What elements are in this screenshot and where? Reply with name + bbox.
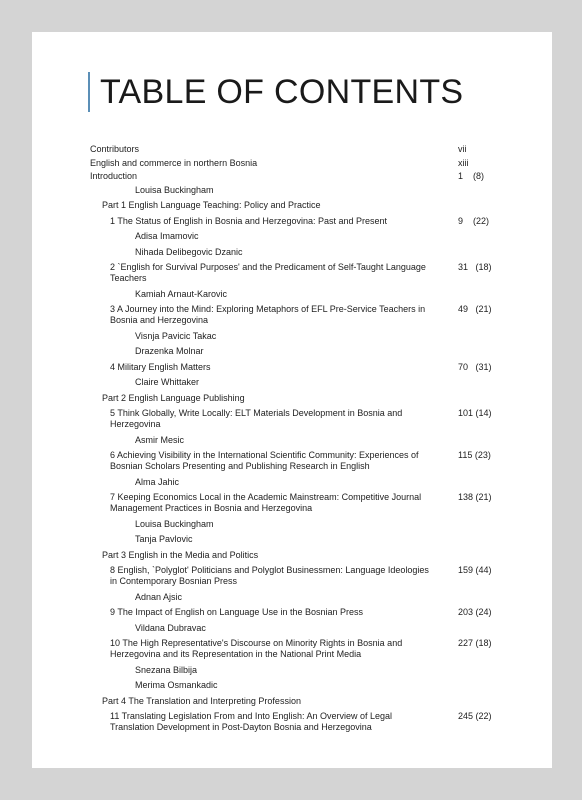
toc-entry bbox=[90, 711, 500, 733]
toc-entry bbox=[90, 450, 500, 472]
toc-entry-title: Kamiah Arnaut-Karovic bbox=[135, 288, 228, 299]
toc-part-heading bbox=[90, 393, 500, 404]
table-of-contents bbox=[90, 144, 500, 738]
toc-page-number: vii bbox=[458, 144, 467, 154]
toc-entry bbox=[90, 304, 500, 326]
toc-entry bbox=[90, 158, 500, 169]
toc-entry bbox=[90, 144, 500, 155]
toc-page-number: 115 (23) bbox=[458, 450, 491, 460]
toc-entry-title: Part 4 The Translation and Interpreting Profession bbox=[102, 695, 301, 706]
toc-entry-title: 4 Military English Matters bbox=[110, 361, 211, 372]
toc-entry-title: Louisa Buckingham bbox=[135, 518, 214, 529]
toc-author bbox=[90, 185, 500, 196]
toc-entry bbox=[90, 408, 500, 430]
toc-page-number: 31 (18) bbox=[458, 262, 492, 272]
toc-entry-title: Visnja Pavicic Takac bbox=[135, 330, 217, 341]
toc-page-number: 159 (44) bbox=[458, 565, 492, 575]
toc-page-number: 245 (22) bbox=[458, 711, 492, 721]
toc-page-number: 101 (14) bbox=[458, 408, 492, 418]
toc-part-heading bbox=[90, 200, 500, 211]
toc-entry-title: 3 A Journey into the Mind: Exploring Metaphors of EFL Pre-Service Teachers in Bosnia and Herzegovina bbox=[110, 304, 426, 325]
document-page bbox=[32, 32, 552, 768]
toc-page-number: 49 (21) bbox=[458, 304, 492, 314]
toc-entry-title: 11 Translating Legislation From and Into English: An Overview of Legal Translation Development in Post-Dayton Bosnia and Herzegovina bbox=[110, 711, 392, 732]
toc-page-number: 9 (22) bbox=[458, 215, 490, 226]
toc-entry bbox=[90, 638, 500, 660]
toc-entry-title: Merima Osmankadic bbox=[135, 680, 218, 690]
page-title: TABLE OF CONTENTS bbox=[100, 73, 464, 111]
toc-entry-title: Claire Whittaker bbox=[135, 377, 200, 387]
toc-entry-title: Drazenka Molnar bbox=[135, 346, 204, 356]
toc-author bbox=[90, 519, 500, 530]
toc-author bbox=[90, 534, 500, 545]
toc-entry-title: 10 The High Representative's Discourse on Minority Rights in Bosnia and Herzegovina and its Representation in the National Print Media bbox=[110, 638, 403, 659]
toc-entry bbox=[90, 607, 500, 618]
toc-author bbox=[90, 665, 500, 676]
toc-entry bbox=[90, 216, 500, 227]
toc-author bbox=[90, 592, 500, 603]
toc-entry-title: Vildana Dubravac bbox=[135, 622, 206, 633]
toc-entry-title: Part 2 English Language Publishing bbox=[102, 392, 245, 403]
toc-author bbox=[90, 231, 500, 242]
toc-entry-title: 9 The Impact of English on Language Use in the Bosnian Press bbox=[110, 607, 363, 617]
toc-author bbox=[90, 377, 500, 388]
toc-entry-title: 2 `English for Survival Purposes' and the Predicament of Self-Taught Language Teachers bbox=[110, 262, 426, 283]
toc-page-number: 203 (24) bbox=[458, 607, 492, 617]
toc-entry-title: Part 1 English Language Teaching: Policy and Practice bbox=[102, 200, 321, 210]
toc-entry bbox=[90, 362, 500, 373]
toc-entry-title: 5 Think Globally, Write Locally: ELT Materials Development in Bosnia and Herzegovina bbox=[110, 408, 403, 429]
toc-author bbox=[90, 247, 500, 258]
toc-entry bbox=[90, 492, 500, 514]
toc-entry-title: Introduction bbox=[90, 171, 138, 181]
toc-author bbox=[90, 680, 500, 691]
toc-author bbox=[90, 623, 500, 634]
toc-entry bbox=[90, 565, 500, 587]
toc-entry-title: Nihada Delibegovic Dzanic bbox=[135, 246, 243, 257]
toc-entry-title: 6 Achieving Visibility in the International Scientific Community: Experiences of Bosnian Scholars Presenting and Publishing Research in English bbox=[110, 450, 419, 471]
toc-entry-title: 8 English, `Polyglot' Politicians and Polyglot Businessmen: Language Ideologies in Contemporary Bosnian Press bbox=[110, 565, 429, 586]
toc-entry-title: Tanja Pavlovic bbox=[135, 534, 193, 544]
toc-page-number: xiii bbox=[458, 157, 469, 168]
toc-entry-title: 1 The Status of English in Bosnia and Herzegovina: Past and Present bbox=[110, 215, 388, 226]
toc-entry bbox=[90, 171, 500, 182]
toc-page-number: 1 (8) bbox=[458, 171, 485, 181]
toc-page-number: 70 (31) bbox=[458, 361, 492, 372]
toc-author bbox=[90, 289, 500, 300]
toc-entry-title: English and commerce in northern Bosnia bbox=[90, 157, 258, 168]
toc-author bbox=[90, 477, 500, 488]
toc-entry-title: Asmir Mesic bbox=[135, 434, 184, 445]
toc-entry-title: Part 3 English in the Media and Politics bbox=[102, 549, 259, 560]
toc-entry-title: Adisa Imamovic bbox=[135, 231, 199, 241]
toc-author bbox=[90, 346, 500, 357]
toc-part-heading bbox=[90, 696, 500, 707]
toc-entry-title: Louisa Buckingham bbox=[135, 184, 214, 195]
toc-entry-title: Contributors bbox=[90, 144, 140, 154]
title-block bbox=[88, 72, 463, 112]
toc-part-heading bbox=[90, 550, 500, 561]
toc-page-number: 138 (21) bbox=[458, 492, 492, 502]
toc-author bbox=[90, 435, 500, 446]
toc-entry-title: Alma Jahic bbox=[135, 476, 180, 487]
toc-entry bbox=[90, 262, 500, 284]
toc-author bbox=[90, 331, 500, 342]
toc-entry-title: 7 Keeping Economics Local in the Academic Mainstream: Competitive Journal Management Practices in Bosnia and Herzegovina bbox=[110, 492, 422, 513]
toc-entry-title: Adnan Ajsic bbox=[135, 591, 183, 602]
toc-entry-title: Snezana Bilbija bbox=[135, 664, 198, 675]
toc-page-number: 227 (18) bbox=[458, 638, 492, 648]
